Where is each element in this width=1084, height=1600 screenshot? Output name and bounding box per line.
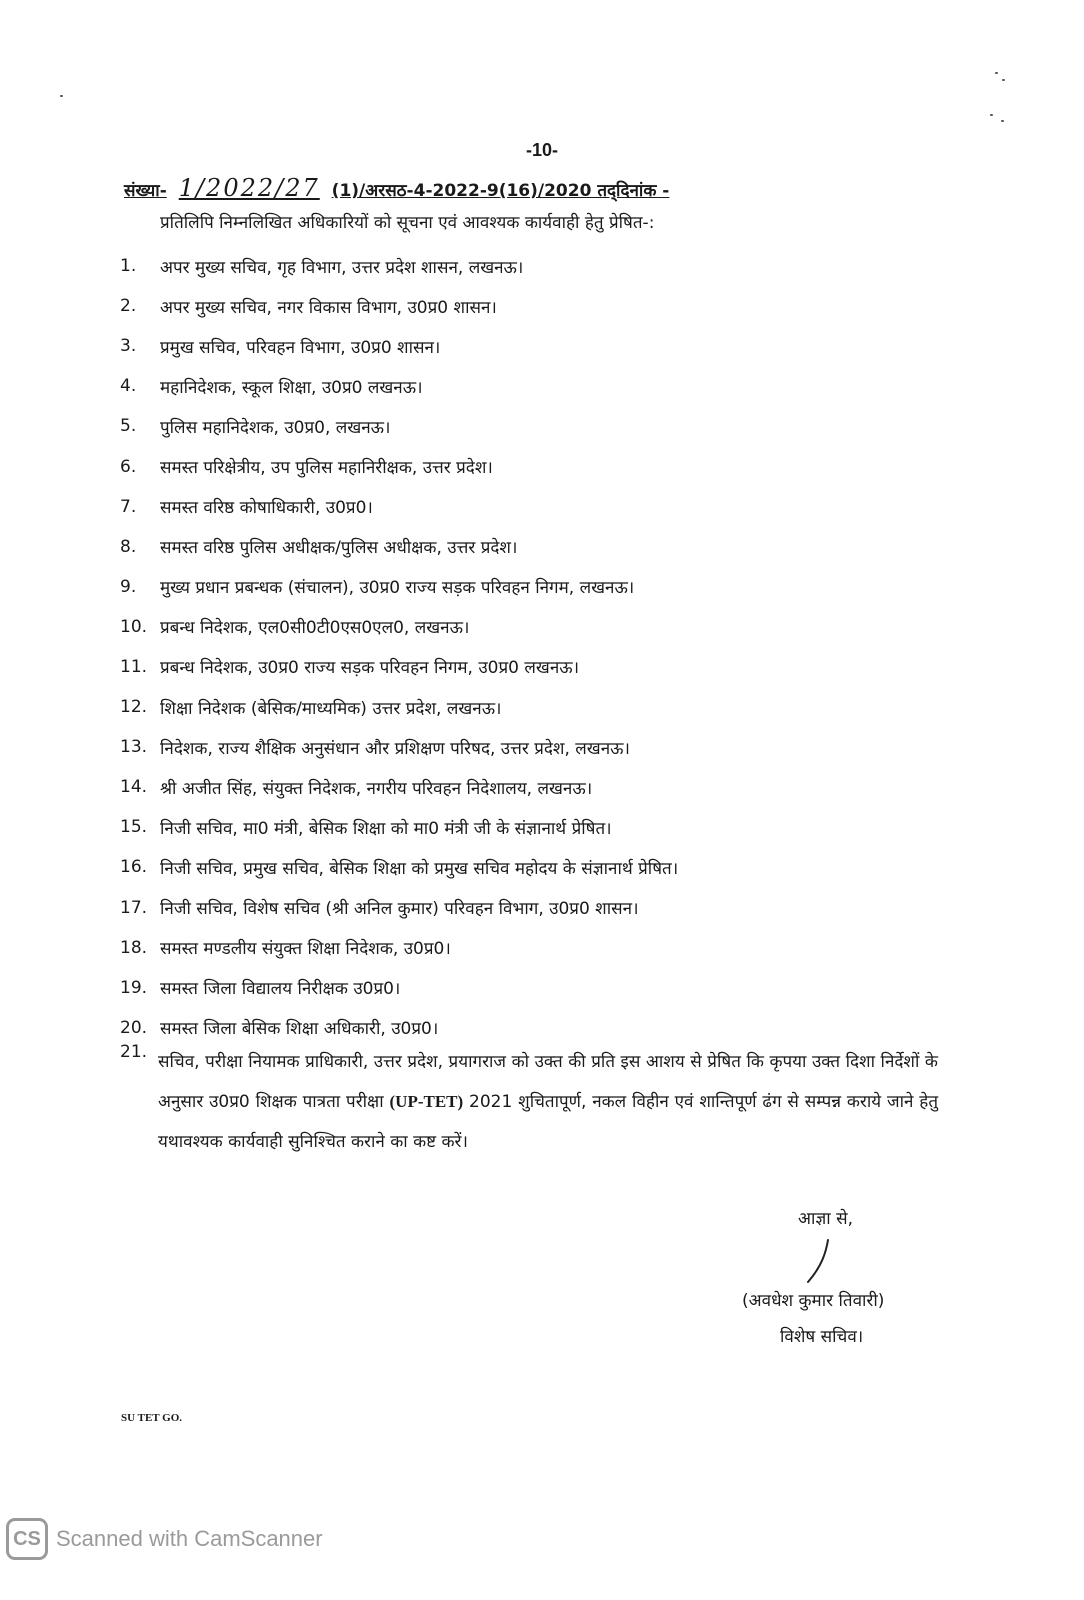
scan-speck [990, 114, 993, 116]
recipient-item [120, 326, 950, 366]
item-text: प्रबन्ध निदेशक, उ0प्र0 राज्य सड़क परिवहन निगम, उ0प्र0 लखनऊ। [160, 658, 580, 679]
item-text: पुलिस महानिदेशक, उ0प्र0, लखनऊ। [160, 417, 391, 438]
item-text: समस्त वरिष्ठ पुलिस अधीक्षक/पुलिस अधीक्षक, उत्तर प्रदेश। [160, 538, 518, 559]
item-number: 4. [120, 376, 137, 397]
page-number: -10- [525, 140, 558, 160]
recipient-item [120, 487, 950, 527]
item-number: 14. [120, 777, 148, 798]
recipient-item [120, 446, 950, 486]
item-number: 12. [120, 697, 148, 718]
scan-speck [60, 95, 63, 97]
item-number: 21. [120, 1042, 148, 1062]
signature-mark [800, 1238, 840, 1288]
footer-code: SU TET GO. [121, 1412, 183, 1424]
intro-text: प्रतिलिपि निम्नलिखित अधिकारियों को सूचना एवं आवश्यक कार्यवाही हेतु प्रेषित-: [160, 213, 655, 233]
item-number: 19. [120, 977, 148, 998]
item-text: समस्त वरिष्ठ कोषाधिकारी, उ0प्र0। [160, 498, 373, 519]
recipient-item [120, 888, 950, 928]
signatory-designation: विशेष सचिव। [780, 1327, 864, 1347]
recipient-item [120, 928, 950, 968]
recipient-item [120, 968, 950, 1008]
recipient-item [120, 527, 950, 567]
scan-speck [1002, 79, 1005, 81]
camscanner-logo-icon: CS [6, 1518, 48, 1560]
item-number: 15. [120, 817, 148, 838]
recipient-item [120, 727, 950, 767]
item-text: निदेशक, राज्य शैक्षिक अनुसंधान और प्रशिक्षण परिषद, उत्तर प्रदेश, लखनऊ। [160, 738, 630, 759]
item-text: महानिदेशक, स्कूल शिक्षा, उ0प्र0 लखनऊ। [160, 377, 423, 398]
item-number: 8. [120, 536, 137, 557]
item-text: अपर मुख्य सचिव, नगर विकास विभाग, उ0प्र0 शासन। [160, 297, 497, 318]
item-text: समस्त मण्डलीय संयुक्त शिक्षा निदेशक, उ0प्र0। [160, 939, 451, 960]
recipient-item [120, 607, 950, 647]
recipient-item [120, 246, 950, 286]
item-text-before: सचिव, परीक्षा नियामक प्राधिकारी, उत्तर प्रदेश, प्रयागराज को उक्त की प्रति इस आशय से प्रेषित कि कृपया उक्त दिशा निर्देशों के अनुसार उ0प्र0 शिक्षक पात्रता परीक्षा [158, 1052, 938, 1112]
item-text: अपर मुख्य सचिव, गृह विभाग, उत्तर प्रदेश शासन, लखनऊ। [160, 257, 524, 278]
scan-speck [995, 72, 998, 74]
item-text [158, 1042, 938, 1162]
signatory-name: (अवधेश कुमार तिवारी) [742, 1291, 885, 1311]
item-text: समस्त जिला बेसिक शिक्षा अधिकारी, उ0प्र0। [160, 1019, 439, 1040]
recipient-list [120, 246, 950, 1048]
reference-handwritten-number: 1/2022/27 [178, 174, 320, 202]
recipient-item [120, 567, 950, 607]
item-number: 11. [120, 656, 148, 677]
item-text: शिक्षा निदेशक (बेसिक/माध्यमिक) उत्तर प्रदेश, लखनऊ। [160, 698, 502, 719]
item-number: 2. [120, 296, 137, 317]
item-number: 9. [120, 576, 137, 597]
recipient-item [120, 286, 950, 326]
item-number: 7. [120, 496, 137, 517]
item-text-after: 2021 शुचितापूर्ण, नकल विहीन एवं शान्तिपूर्ण ढंग से सम्पन्न कराये जाने हेतु यथावश्यक कार्यवाही सुनिश्चित कराने का कष्ट करें। [158, 1092, 939, 1152]
order-line: आज्ञा से, [798, 1209, 853, 1229]
item-number: 13. [120, 737, 148, 758]
recipient-item [120, 406, 950, 446]
reference-label: संख्या- [124, 181, 167, 201]
item-text: समस्त जिला विद्यालय निरीक्षक उ0प्र0। [160, 979, 401, 1000]
reference-line [124, 174, 669, 202]
item-text: निजी सचिव, प्रमुख सचिव, बेसिक शिक्षा को प्रमुख सचिव महोदय के संज्ञानार्थ प्रेषित। [160, 858, 679, 879]
item-number: 17. [120, 897, 148, 918]
item-text: प्रमुख सचिव, परिवहन विभाग, उ0प्र0 शासन। [160, 337, 441, 358]
recipient-item [120, 687, 950, 727]
recipient-item [120, 647, 950, 687]
item-number: 6. [120, 456, 137, 477]
recipient-item [120, 767, 950, 807]
item-text-bold: (UP-TET) [389, 1092, 464, 1111]
scan-speck [1001, 120, 1004, 122]
item-number: 10. [120, 616, 148, 637]
item-text: निजी सचिव, मा0 मंत्री, बेसिक शिक्षा को मा0 मंत्री जी के संज्ञानार्थ प्रेषित। [160, 818, 612, 839]
item-number: 16. [120, 857, 148, 878]
camscanner-watermark [6, 1518, 323, 1560]
watermark-text: Scanned with CamScanner [56, 1526, 323, 1551]
item-number: 1. [120, 256, 137, 277]
item-number: 3. [120, 336, 137, 357]
recipient-item [120, 807, 950, 847]
reference-code: (1)/अरसठ-4-2022-9(16)/2020 तद्‌दिनांक - [331, 181, 670, 201]
recipient-item [120, 847, 950, 887]
item-number: 18. [120, 937, 148, 958]
recipient-item [120, 366, 950, 406]
item-text: मुख्य प्रधान प्रबन्धक (संचालन), उ0प्र0 राज्य सड़क परिवहन निगम, लखनऊ। [160, 578, 635, 599]
item-text: समस्त परिक्षेत्रीय, उप पुलिस महानिरीक्षक, उत्तर प्रदेश। [160, 458, 493, 479]
item-text: प्रबन्ध निदेशक, एल0सी0टी0एस0एल0, लखनऊ। [160, 618, 470, 639]
item-text: निजी सचिव, विशेष सचिव (श्री अनिल कुमार) परिवहन विभाग, उ0प्र0 शासन। [160, 899, 639, 920]
item-text: श्री अजीत सिंह, संयुक्त निदेशक, नगरीय परिवहन निदेशालय, लखनऊ। [160, 778, 593, 799]
item-number: 20. [120, 1017, 148, 1038]
item-number: 5. [120, 416, 137, 437]
